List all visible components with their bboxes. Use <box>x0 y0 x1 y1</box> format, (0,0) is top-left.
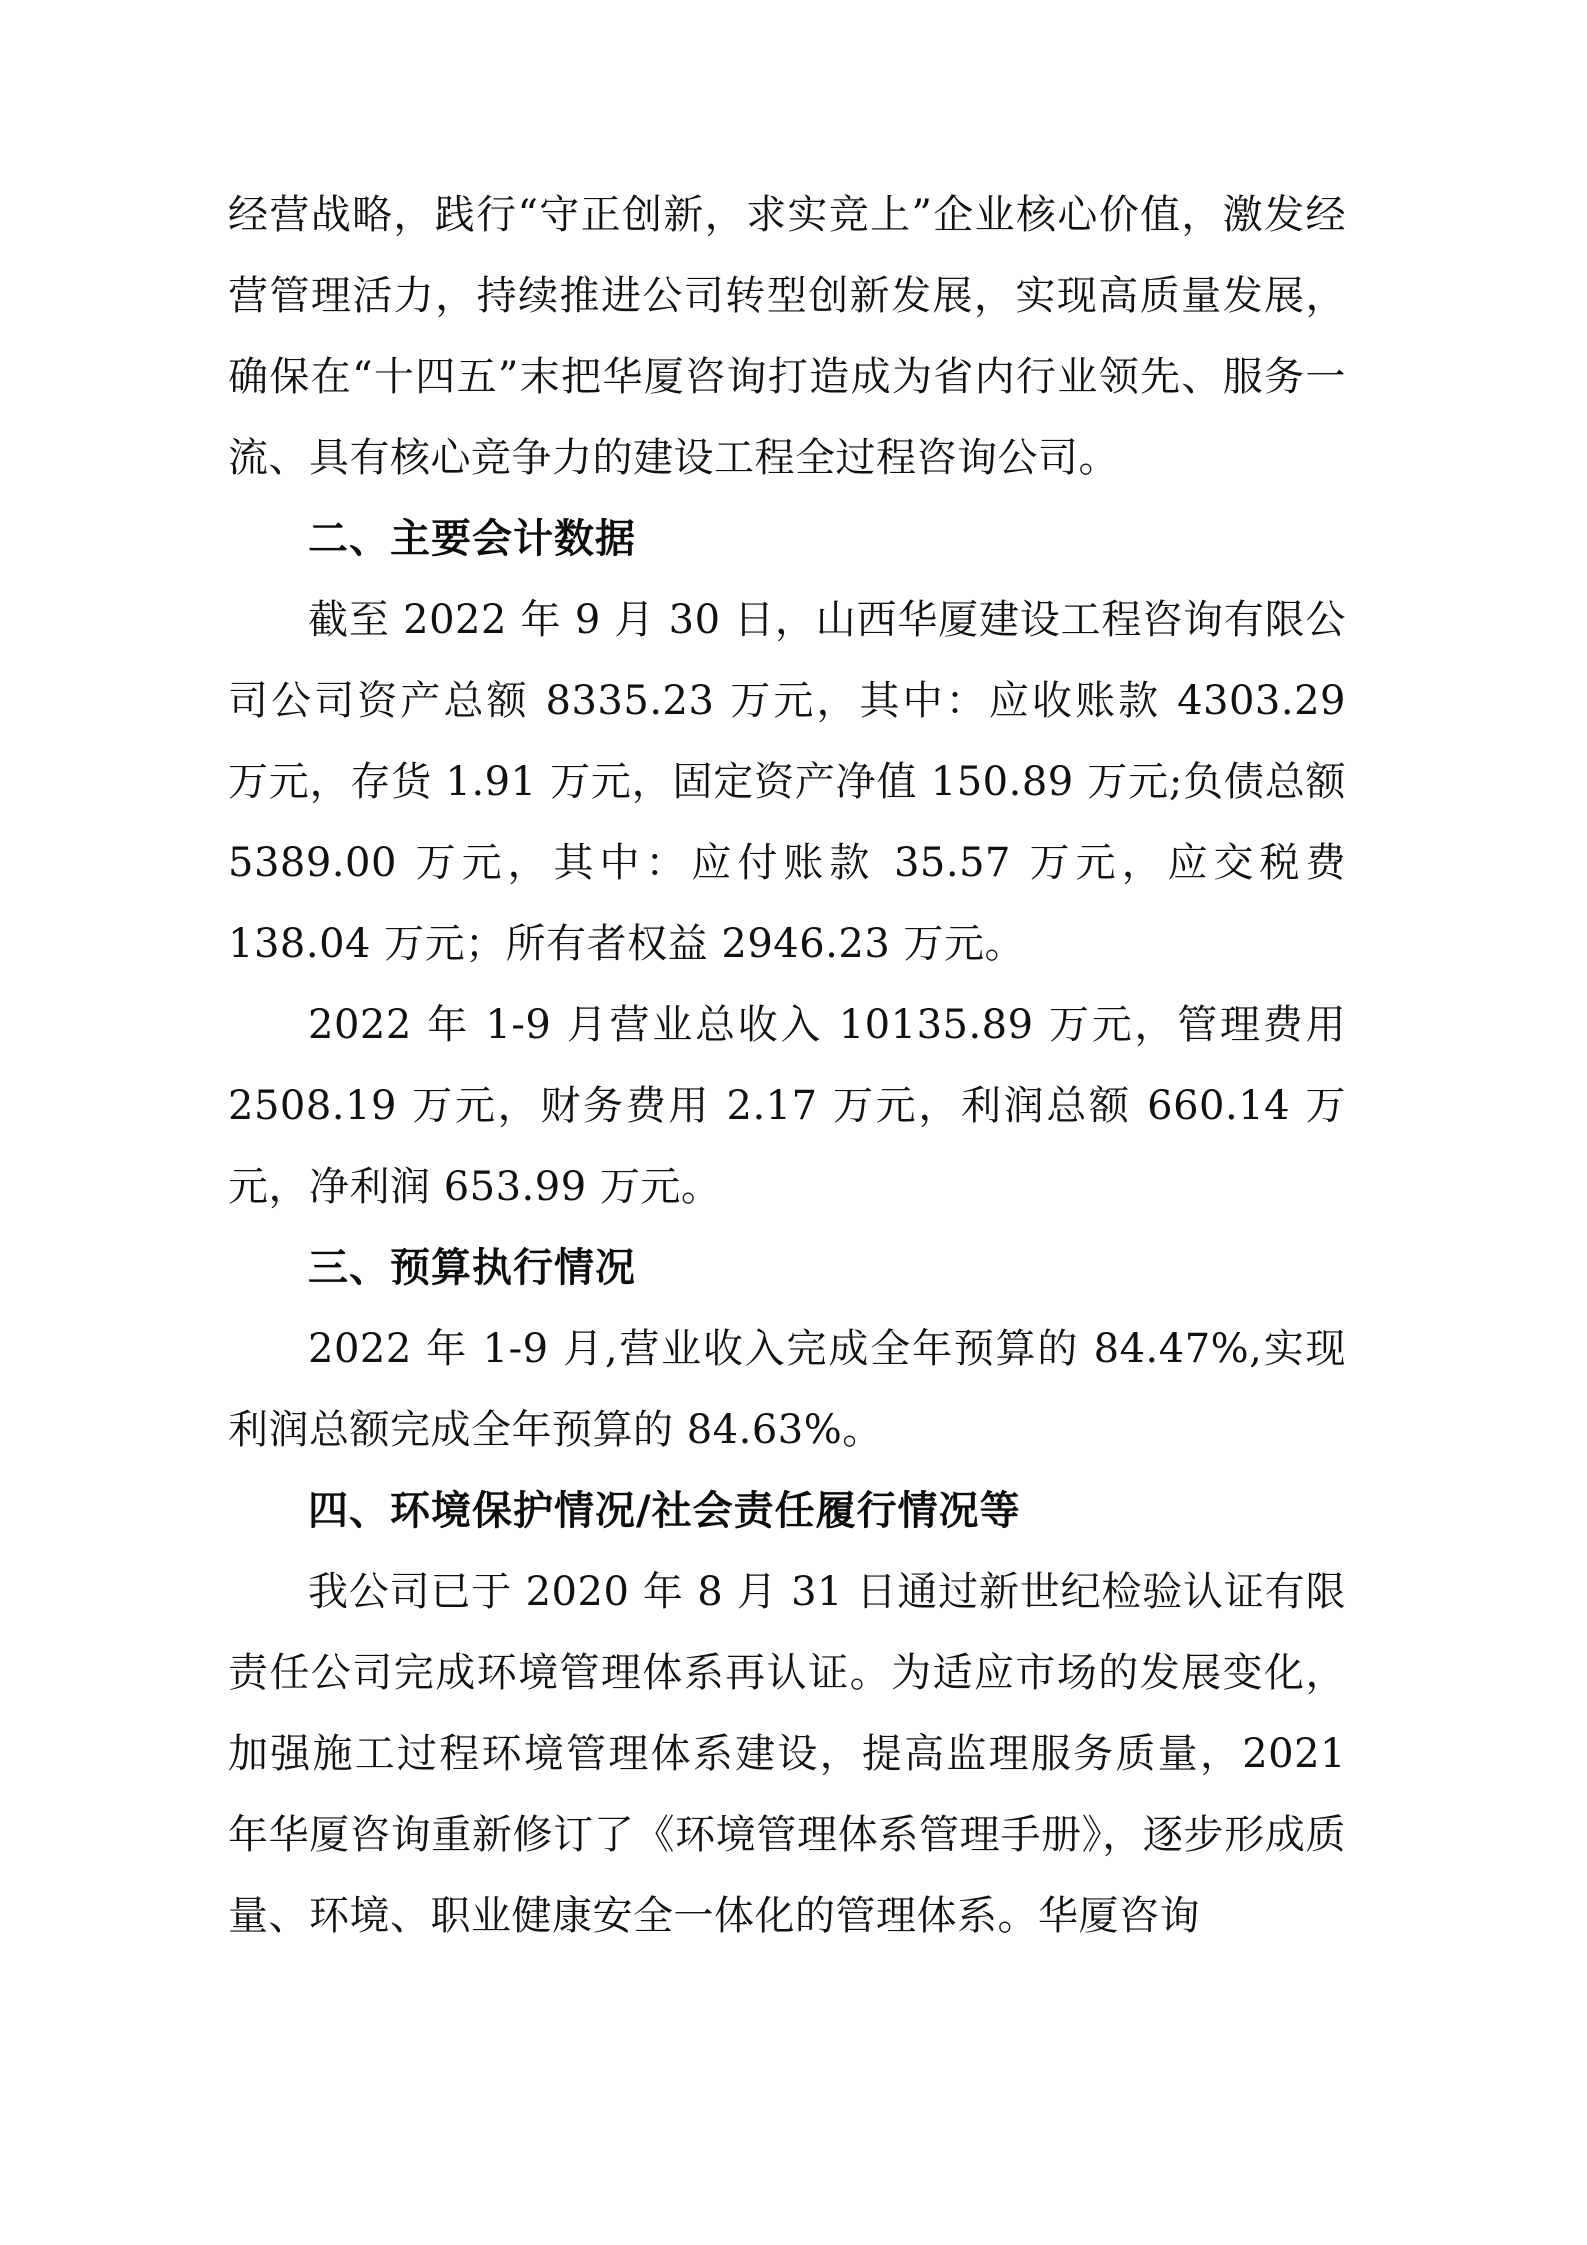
section-heading-three: 三、预算执行情况 <box>308 1245 636 1291</box>
paragraph-budget-execution: 2022 年 1-9 月,营业收入完成全年预算的 84.47%,实现利润总额完成全年预算的 84.63%。 <box>228 1326 1346 1453</box>
paragraph-accounting-overview: 截至 2022 年 9 月 30 日，山西华厦建设工程咨询有限公司公司资产总额 8335.23 万元，其中：应收账款 4303.29 万元，存货 1.91 万元，固定资产净值 150.89 万元;负债总额 5389.00 万元，其中：应付账款 35.57 万元，应交税费 138.04 万元；所有者权益 2946.23 万元。 <box>228 597 1346 967</box>
paragraph-environment-protection: 我公司已于 2020 年 8 月 31 日通过新世纪检验认证有限责任公司完成环境管理体系再认证。为适应市场的发展变化，加强施工过程环境管理体系建设，提高监理服务质量，2021 年华厦咨询重新修订了《环境管理体系管理手册》，逐步形成质量、环境、职业健康安全一体化的管理体系。华厦咨询 <box>228 1569 1346 1939</box>
paragraph-accounting-income: 2022 年 1-9 月营业总收入 10135.89 万元，管理费用 2508.19 万元，财务费用 2.17 万元，利润总额 660.14 万元，净利润 653.99 万元。 <box>228 1002 1346 1210</box>
paragraph-continued: 经营战略，践行“守正创新，求实竞上”企业核心价值，激发经营管理活力，持续推进公司转型创新发展，实现高质量发展，确保在“十四五”末把华厦咨询打造成为省内行业领先、服务一流、具有核心竞争力的建设工程全过程咨询公司。 <box>228 192 1346 481</box>
section-heading-two: 二、主要会计数据 <box>308 516 636 562</box>
document-body <box>228 175 1346 1957</box>
section-heading-four: 四、环境保护情况/社会责任履行情况等 <box>308 1488 1021 1534</box>
